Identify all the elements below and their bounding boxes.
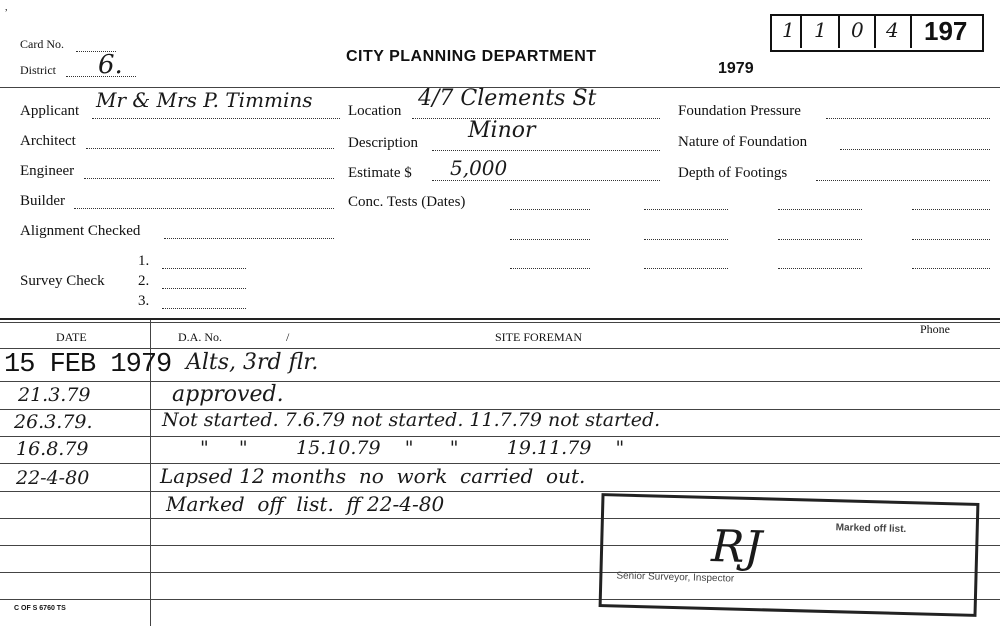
architect-line: [86, 148, 334, 149]
survey-label: Survey Check: [20, 273, 105, 289]
number-digit: 1: [782, 18, 795, 42]
signature: RJ: [710, 520, 763, 574]
log-entry: Alts, 3rd flr.: [186, 350, 319, 375]
foundation-pressure-line: [826, 118, 990, 119]
log-date: 22-4-80: [16, 467, 90, 489]
log-date: 15 FEB 1979: [4, 350, 172, 380]
conc-test-line: [778, 239, 862, 240]
applicant-value: Mr & Mrs P. Timmins: [96, 88, 313, 112]
log-date: 26.3.79.: [14, 411, 93, 433]
estimate-value: 5,000: [450, 156, 508, 180]
depth-footings-label: Depth of Footings: [678, 165, 788, 181]
log-date: 21.3.79: [18, 384, 91, 406]
location-value: 4/7 Clements St: [418, 86, 597, 111]
description-label: Description: [348, 135, 418, 151]
survey-line: [162, 308, 246, 309]
depth-footings-line: [816, 180, 990, 181]
log-entry: Marked off list. ff 22-4-80: [166, 492, 445, 516]
conc-test-line: [912, 239, 990, 240]
conc-test-line: [510, 239, 590, 240]
box-divider: [874, 14, 876, 48]
number-digit: 0: [851, 18, 864, 42]
conc-test-line: [510, 268, 590, 269]
survey-number: 1.: [138, 253, 150, 269]
conc-tests-label: Conc. Tests (Dates): [348, 194, 466, 210]
builder-label: Builder: [20, 193, 65, 209]
phone-header: Phone: [920, 322, 950, 336]
conc-test-line: [912, 268, 990, 269]
builder-line: [74, 208, 334, 209]
box-divider: [838, 14, 840, 48]
engineer-label: Engineer: [20, 163, 75, 179]
location-line: [412, 118, 660, 119]
number-digit: 1: [814, 18, 827, 42]
box-divider: [910, 14, 912, 48]
engineer-line: [84, 178, 334, 179]
conc-test-line: [510, 209, 590, 210]
conc-test-line: [778, 268, 862, 269]
conc-test-line: [644, 268, 728, 269]
card-no-label: Card No.: [20, 37, 64, 51]
box-divider: [800, 14, 802, 48]
number-box-value: 197: [924, 16, 968, 46]
log-entry: Not started. 7.6.79 not started. 11.7.79 not started.: [162, 409, 661, 431]
architect-label: Architect: [20, 133, 76, 149]
survey-number: 3.: [138, 293, 150, 309]
estimate-label: Estimate $: [348, 165, 412, 181]
site-foreman-header: SITE FOREMAN: [495, 330, 583, 344]
conc-test-line: [644, 209, 728, 210]
da-slash: /: [286, 330, 290, 344]
location-label: Location: [348, 103, 402, 119]
log-row-rule: [0, 491, 1000, 492]
nature-foundation-line: [840, 149, 990, 150]
number-digit: 4: [886, 18, 899, 42]
district-label: District: [20, 63, 56, 77]
district-value: 6.: [98, 50, 123, 80]
form-code: C OF S 6760 TS: [14, 605, 66, 612]
conc-test-line: [912, 209, 990, 210]
survey-line: [162, 268, 246, 269]
survey-number: 2.: [138, 273, 150, 289]
alignment-line: [164, 238, 334, 239]
department-title: CITY PLANNING DEPARTMENT: [346, 48, 597, 65]
log-row-rule: [0, 381, 1000, 382]
marked-off-stamp: [599, 493, 980, 617]
applicant-label: Applicant: [20, 103, 80, 119]
card-year: 1979: [718, 60, 754, 77]
conc-test-line: [644, 239, 728, 240]
date-header: DATE: [56, 330, 87, 344]
description-value: Minor: [468, 118, 536, 143]
log-entry: " " 15.10.79 " " 19.11.79 ": [200, 437, 625, 459]
log-date: 16.8.79: [16, 438, 89, 460]
da-header: D.A. No.: [178, 330, 222, 344]
nature-foundation-label: Nature of Foundation: [678, 134, 808, 150]
estimate-line: [432, 180, 660, 181]
description-line: [432, 150, 660, 151]
applicant-line: [92, 118, 340, 119]
stamp-text: Marked off list.: [835, 522, 907, 536]
log-row-rule: [0, 348, 1000, 349]
stamp-text: Senior Surveyor, Inspector: [616, 570, 735, 585]
foundation-pressure-label: Foundation Pressure: [678, 103, 801, 119]
conc-test-line: [778, 209, 862, 210]
corner-mark: ,: [5, 2, 8, 13]
log-entry: Lapsed 12 months no work carried out.: [160, 464, 586, 488]
survey-line: [162, 288, 246, 289]
alignment-label: Alignment Checked: [20, 223, 141, 239]
log-entry: approved.: [172, 382, 284, 407]
